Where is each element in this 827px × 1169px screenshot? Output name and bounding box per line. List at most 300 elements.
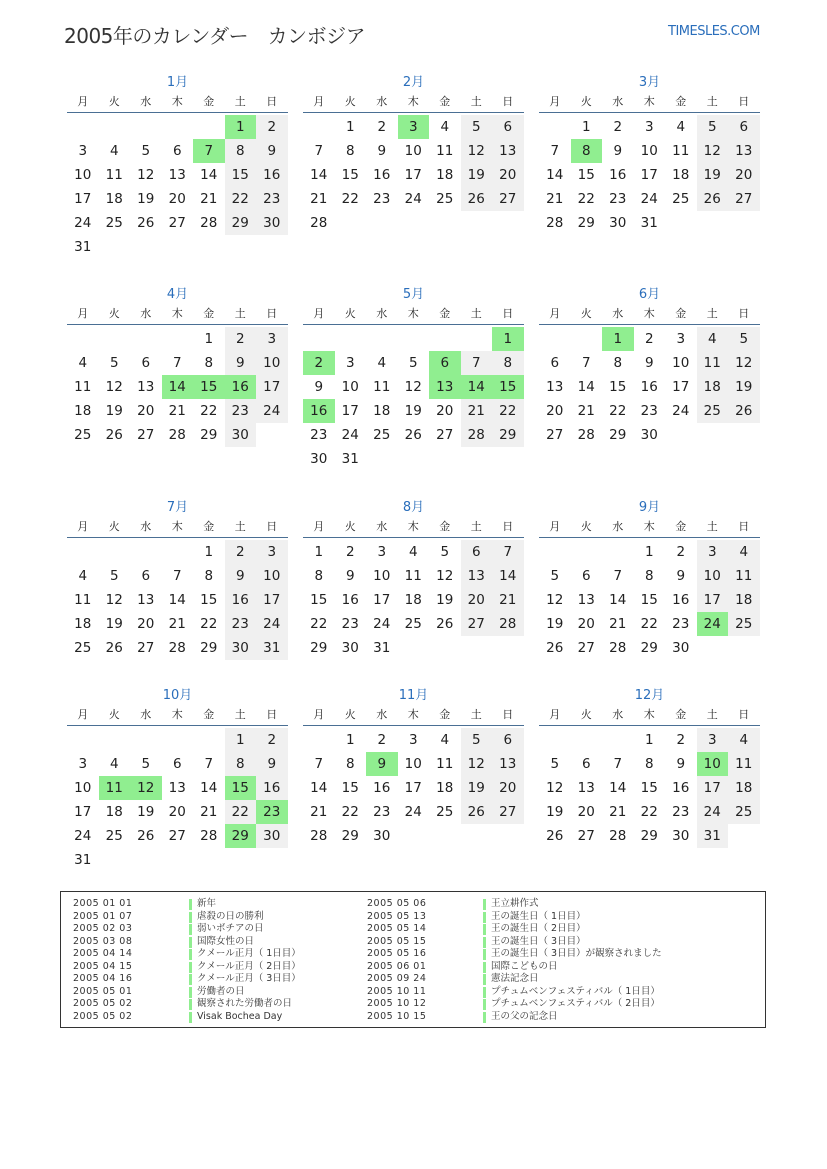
- day-cell: 17: [404, 780, 422, 796]
- day-cell: 8: [225, 139, 257, 163]
- month-title: 8月: [402, 500, 425, 515]
- day-cell: 17: [341, 403, 359, 419]
- day-cell: 20: [168, 191, 186, 207]
- holiday-date: 2005 10 12: [367, 998, 427, 1009]
- weekday-label: 火: [108, 708, 120, 721]
- holiday-name: プチュムベンフェスティバル（ 2日目）: [491, 998, 660, 1009]
- day-cell: 28: [609, 640, 627, 656]
- month-title: 5月: [402, 287, 425, 302]
- day-cell: 28: [168, 640, 186, 656]
- day-cell: 26: [546, 640, 564, 656]
- day-cell: 9: [676, 568, 686, 584]
- day-cell: 19: [436, 592, 454, 608]
- day-cell: 14: [609, 592, 627, 608]
- day-cell: 28: [492, 612, 524, 636]
- day-cell: 27: [577, 640, 595, 656]
- day-cell: 31: [373, 640, 391, 656]
- day-cell: 25: [436, 804, 454, 820]
- day-cell: 9: [676, 756, 686, 772]
- day-cell: 17: [373, 592, 391, 608]
- day-cell: 3: [697, 728, 729, 752]
- day-cell: 12: [728, 351, 760, 375]
- day-cell: 12: [461, 139, 493, 163]
- day-cell: 28: [200, 828, 218, 844]
- day-cell: 12: [130, 776, 162, 800]
- weekday-label: 月: [313, 708, 325, 721]
- day-cell: 23: [640, 403, 658, 419]
- day-cell: 2: [377, 119, 387, 135]
- day-cell: 25: [697, 399, 729, 423]
- day-cell: 22: [640, 804, 658, 820]
- day-cell: 9: [377, 143, 387, 159]
- holiday-marker: [483, 949, 486, 960]
- day-cell: 3: [697, 540, 729, 564]
- day-cell: 1: [225, 728, 257, 752]
- day-cell: 28: [200, 215, 218, 231]
- day-cell: 27: [436, 427, 454, 443]
- holiday-date: 2005 05 02: [73, 998, 133, 1009]
- holiday-marker: [189, 949, 192, 960]
- day-cell: 17: [74, 804, 92, 820]
- day-cell: 19: [137, 191, 155, 207]
- weekday-label: 金: [439, 95, 451, 108]
- day-cell: 22: [200, 403, 218, 419]
- day-cell: 10: [256, 351, 288, 375]
- day-cell: 29: [200, 640, 218, 656]
- page-title: 2005年のカレンダー カンボジア: [64, 24, 366, 48]
- day-cell: 24: [697, 800, 729, 824]
- day-cell: 30: [672, 828, 690, 844]
- day-cell: 1: [644, 544, 654, 560]
- day-cell: 25: [436, 191, 454, 207]
- weekday-header: [67, 517, 288, 538]
- day-cell: 4: [109, 756, 119, 772]
- day-cell: 3: [78, 756, 88, 772]
- day-cell: 12: [137, 167, 155, 183]
- day-cell: 11: [697, 351, 729, 375]
- weekday-header: [67, 705, 288, 726]
- day-cell: 31: [640, 215, 658, 231]
- day-cell: 5: [728, 327, 760, 351]
- empty-cell: [429, 824, 461, 848]
- day-cell: 24: [404, 804, 422, 820]
- day-cell: 12: [461, 752, 493, 776]
- weekday-label: 水: [140, 708, 152, 721]
- day-cell: 16: [609, 167, 627, 183]
- day-cell: 29: [492, 423, 524, 447]
- day-cell: 21: [168, 616, 186, 632]
- day-cell: 6: [581, 568, 591, 584]
- day-cell: 16: [640, 379, 658, 395]
- day-cell: 1: [204, 331, 214, 347]
- weekday-label: 土: [234, 307, 246, 320]
- empty-cell: [492, 824, 524, 848]
- holiday-date: 2005 05 06: [367, 898, 427, 909]
- day-cell: 8: [613, 355, 623, 371]
- day-cell: 22: [492, 399, 524, 423]
- weekday-label: 土: [706, 95, 718, 108]
- day-cell: 5: [440, 544, 450, 560]
- day-cell: 5: [141, 756, 151, 772]
- day-cell: 3: [345, 355, 355, 371]
- weekday-label: 木: [643, 520, 655, 533]
- holiday-name: 王立耕作式: [491, 898, 539, 909]
- day-cell: 9: [225, 351, 257, 375]
- day-cell: 13: [429, 375, 461, 399]
- day-cell: 26: [461, 187, 493, 211]
- empty-cell: [697, 423, 729, 447]
- weekday-label: 火: [344, 95, 356, 108]
- day-cell: 1: [225, 115, 257, 139]
- day-cell: 21: [492, 588, 524, 612]
- day-cell: 29: [577, 215, 595, 231]
- empty-cell: [162, 848, 194, 872]
- weekday-label: 木: [171, 307, 183, 320]
- day-cell: 23: [256, 187, 288, 211]
- day-cell: 10: [640, 143, 658, 159]
- day-cell: 19: [728, 375, 760, 399]
- day-cell: 15: [640, 780, 658, 796]
- empty-cell: [67, 327, 99, 351]
- day-cell: 16: [256, 163, 288, 187]
- holiday-marker: [189, 937, 192, 948]
- weekday-label: 木: [171, 95, 183, 108]
- day-cell: 3: [377, 544, 387, 560]
- day-cell: 27: [492, 800, 524, 824]
- day-cell: 21: [609, 804, 627, 820]
- day-cell: 15: [225, 163, 257, 187]
- day-cell: 19: [105, 616, 123, 632]
- day-cell: 23: [225, 612, 257, 636]
- day-cell: 23: [373, 804, 391, 820]
- day-cell: 3: [408, 732, 418, 748]
- month-8: [303, 499, 524, 660]
- day-cell: 12: [697, 139, 729, 163]
- weekday-label: 火: [580, 307, 592, 320]
- empty-cell: [99, 115, 131, 139]
- day-cell: 27: [168, 215, 186, 231]
- weekday-label: 日: [738, 95, 750, 108]
- day-cell: 2: [676, 732, 686, 748]
- weekday-label: 月: [549, 95, 561, 108]
- day-cell: 13: [577, 592, 595, 608]
- day-cell: 20: [137, 616, 155, 632]
- empty-cell: [130, 235, 162, 259]
- day-cell: 17: [697, 588, 729, 612]
- day-cell: 4: [728, 540, 760, 564]
- day-cell: 7: [550, 143, 560, 159]
- empty-cell: [193, 848, 225, 872]
- day-cell: 16: [373, 167, 391, 183]
- month-title: 9月: [638, 500, 661, 515]
- empty-cell: [429, 327, 461, 351]
- day-cell: 28: [546, 215, 564, 231]
- weekday-label: 火: [108, 307, 120, 320]
- day-cell: 30: [672, 640, 690, 656]
- empty-cell: [665, 423, 697, 447]
- day-grid: [67, 327, 288, 447]
- day-cell: 22: [640, 616, 658, 632]
- empty-cell: [697, 636, 729, 660]
- day-cell: 16: [672, 780, 690, 796]
- weekday-header: [539, 705, 760, 726]
- day-cell: 18: [436, 780, 454, 796]
- month-6: [539, 286, 760, 447]
- empty-cell: [665, 211, 697, 235]
- holiday-marker: [483, 937, 486, 948]
- day-cell: 1: [314, 544, 324, 560]
- day-cell: 15: [341, 167, 359, 183]
- day-cell: 24: [640, 191, 658, 207]
- day-cell: 15: [225, 776, 257, 800]
- empty-cell: [99, 235, 131, 259]
- weekday-label: 土: [234, 95, 246, 108]
- day-cell: 24: [697, 612, 729, 636]
- day-cell: 25: [672, 191, 690, 207]
- empty-cell: [429, 636, 461, 660]
- day-cell: 8: [314, 568, 324, 584]
- day-cell: 13: [492, 139, 524, 163]
- day-cell: 12: [546, 780, 564, 796]
- day-cell: 14: [310, 167, 328, 183]
- weekday-label: 月: [549, 708, 561, 721]
- weekday-label: 木: [643, 307, 655, 320]
- day-cell: 30: [609, 215, 627, 231]
- day-cell: 30: [310, 451, 328, 467]
- weekday-header: [67, 92, 288, 113]
- day-cell: 29: [200, 427, 218, 443]
- empty-cell: [398, 824, 430, 848]
- day-cell: 17: [672, 379, 690, 395]
- month-title: 10月: [162, 688, 193, 703]
- day-cell: 27: [546, 427, 564, 443]
- day-cell: 18: [728, 776, 760, 800]
- empty-cell: [193, 728, 225, 752]
- day-grid: [539, 327, 760, 447]
- holiday-date: 2005 05 16: [367, 948, 427, 959]
- day-cell: 11: [74, 379, 92, 395]
- day-cell: 7: [204, 756, 214, 772]
- day-cell: 23: [672, 804, 690, 820]
- holiday-marker: [189, 974, 192, 985]
- empty-cell: [67, 728, 99, 752]
- holiday-marker: [483, 987, 486, 998]
- day-cell: 22: [341, 804, 359, 820]
- day-cell: 14: [200, 780, 218, 796]
- day-cell: 6: [141, 568, 151, 584]
- month-1: [67, 74, 288, 259]
- weekday-label: 木: [407, 307, 419, 320]
- weekday-label: 土: [706, 307, 718, 320]
- holiday-marker: [189, 962, 192, 973]
- month-title: 12月: [634, 688, 665, 703]
- day-cell: 27: [492, 187, 524, 211]
- day-cell: 28: [577, 427, 595, 443]
- day-cell: 20: [168, 804, 186, 820]
- day-cell: 13: [168, 780, 186, 796]
- day-cell: 1: [492, 327, 524, 351]
- day-cell: 10: [373, 568, 391, 584]
- day-cell: 13: [728, 139, 760, 163]
- empty-cell: [398, 447, 430, 471]
- day-cell: 31: [74, 852, 92, 868]
- weekday-label: 日: [502, 708, 514, 721]
- weekday-label: 金: [439, 520, 451, 533]
- weekday-label: 金: [203, 520, 215, 533]
- empty-cell: [67, 115, 99, 139]
- day-cell: 14: [310, 780, 328, 796]
- day-cell: 14: [200, 167, 218, 183]
- empty-cell: [193, 235, 225, 259]
- empty-cell: [99, 848, 131, 872]
- weekday-label: 金: [675, 307, 687, 320]
- day-grid: [539, 728, 760, 848]
- day-cell: 19: [546, 616, 564, 632]
- day-cell: 7: [172, 568, 182, 584]
- day-cell: 6: [550, 355, 560, 371]
- weekday-label: 土: [470, 708, 482, 721]
- day-cell: 5: [461, 728, 493, 752]
- empty-cell: [539, 327, 571, 351]
- day-cell: 20: [577, 804, 595, 820]
- month-title: 11月: [398, 688, 429, 703]
- day-cell: 20: [461, 588, 493, 612]
- brand-link[interactable]: TIMESLES.COM: [668, 24, 760, 39]
- day-cell: 28: [609, 828, 627, 844]
- empty-cell: [99, 327, 131, 351]
- day-cell: 10: [256, 564, 288, 588]
- empty-cell: [130, 728, 162, 752]
- day-cell: 5: [141, 143, 151, 159]
- day-cell: 19: [546, 804, 564, 820]
- day-cell: 21: [546, 191, 564, 207]
- empty-cell: [539, 115, 571, 139]
- day-cell: 19: [461, 776, 493, 800]
- holiday-marker: [483, 899, 486, 910]
- day-cell: 29: [640, 640, 658, 656]
- holiday-date: 2005 10 15: [367, 1010, 427, 1022]
- day-cell: 18: [373, 403, 391, 419]
- holiday-name: 虐殺の日の勝利: [197, 910, 264, 922]
- day-cell: 22: [225, 800, 257, 824]
- day-cell: 24: [74, 828, 92, 844]
- day-cell: 12: [105, 592, 123, 608]
- day-cell: 16: [225, 375, 257, 399]
- day-cell: 12: [105, 379, 123, 395]
- weekday-label: 水: [612, 708, 624, 721]
- holiday-name: 国際こどもの日: [491, 960, 558, 972]
- empty-cell: [461, 824, 493, 848]
- day-grid: [303, 115, 524, 235]
- holiday-name: 国際女性の日: [197, 935, 255, 947]
- weekday-label: 日: [266, 95, 278, 108]
- weekday-label: 日: [502, 307, 514, 320]
- empty-cell: [256, 423, 288, 447]
- holiday-name: クメール正月（ 1日目）: [197, 948, 301, 959]
- weekday-label: 月: [313, 520, 325, 533]
- day-cell: 5: [550, 756, 560, 772]
- day-cell: 25: [728, 612, 760, 636]
- day-cell: 6: [429, 351, 461, 375]
- day-cell: 5: [109, 355, 119, 371]
- day-cell: 28: [310, 215, 328, 231]
- day-cell: 24: [74, 215, 92, 231]
- day-cell: 29: [341, 828, 359, 844]
- day-cell: 10: [404, 756, 422, 772]
- empty-cell: [335, 327, 367, 351]
- day-cell: 11: [728, 564, 760, 588]
- day-cell: 16: [256, 776, 288, 800]
- empty-cell: [461, 636, 493, 660]
- weekday-label: 金: [439, 307, 451, 320]
- day-cell: 4: [109, 143, 119, 159]
- day-cell: 4: [697, 327, 729, 351]
- day-cell: 7: [461, 351, 493, 375]
- empty-cell: [366, 447, 398, 471]
- month-10: [67, 687, 288, 872]
- empty-cell: [728, 211, 760, 235]
- day-cell: 7: [613, 568, 623, 584]
- holiday-date: 2005 05 14: [367, 923, 427, 934]
- day-cell: 25: [74, 640, 92, 656]
- day-cell: 30: [256, 824, 288, 848]
- holiday-date: 2005 02 03: [73, 923, 133, 934]
- day-cell: 23: [609, 191, 627, 207]
- holiday-date: 2005 05 15: [367, 935, 427, 947]
- day-cell: 4: [377, 355, 387, 371]
- holiday-marker: [189, 987, 192, 998]
- month-3: [539, 74, 760, 235]
- day-cell: 22: [200, 616, 218, 632]
- day-cell: 17: [256, 588, 288, 612]
- day-cell: 15: [200, 592, 218, 608]
- day-cell: 27: [137, 427, 155, 443]
- day-cell: 15: [640, 592, 658, 608]
- weekday-label: 火: [344, 520, 356, 533]
- day-cell: 17: [74, 191, 92, 207]
- weekday-label: 木: [407, 708, 419, 721]
- day-cell: 18: [672, 167, 690, 183]
- day-cell: 2: [377, 732, 387, 748]
- empty-cell: [162, 540, 194, 564]
- day-cell: 5: [550, 568, 560, 584]
- day-cell: 15: [341, 780, 359, 796]
- day-cell: 21: [310, 804, 328, 820]
- weekday-label: 月: [77, 708, 89, 721]
- empty-cell: [429, 447, 461, 471]
- day-cell: 22: [225, 187, 257, 211]
- day-cell: 19: [404, 403, 422, 419]
- day-cell: 26: [728, 399, 760, 423]
- holiday-date: 2005 03 08: [73, 935, 133, 947]
- day-cell: 8: [644, 756, 654, 772]
- holiday-marker: [483, 974, 486, 985]
- weekday-label: 日: [266, 520, 278, 533]
- weekday-label: 火: [580, 708, 592, 721]
- weekday-label: 水: [612, 307, 624, 320]
- weekday-label: 金: [439, 708, 451, 721]
- empty-cell: [571, 728, 603, 752]
- weekday-label: 水: [612, 520, 624, 533]
- day-cell: 7: [314, 143, 324, 159]
- holiday-name: 王の誕生日（ 3日目）が観察されました: [491, 948, 662, 959]
- weekday-label: 月: [77, 307, 89, 320]
- day-cell: 11: [404, 568, 422, 584]
- empty-cell: [162, 115, 194, 139]
- day-cell: 10: [404, 143, 422, 159]
- day-cell: 14: [577, 379, 595, 395]
- empty-cell: [366, 211, 398, 235]
